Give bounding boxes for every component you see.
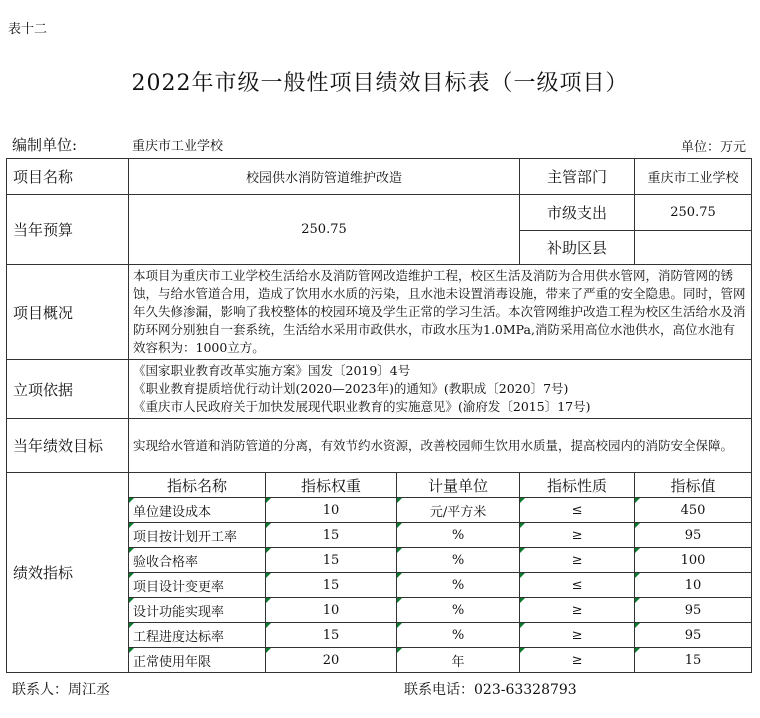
contact-person: 联系人：周江丞 (12, 682, 110, 698)
indicator-nature: ≥ (520, 523, 635, 548)
flag-icon (520, 548, 525, 553)
flag-icon (266, 548, 271, 553)
indicator-name: 设计功能实现率 (129, 598, 266, 623)
col-header-name: 指标名称 (129, 473, 266, 498)
unit-label: 单位：万元 (680, 140, 746, 155)
flag-icon (635, 573, 640, 578)
indicator-nature: ≥ (520, 598, 635, 623)
flag-icon (266, 523, 271, 528)
indicator-weight: 15 (266, 573, 397, 598)
flag-icon (266, 648, 271, 653)
indicator-value: 100 (635, 548, 752, 573)
org-value: 重庆市工业学校 (132, 139, 224, 154)
indicators-label: 绩效指标 (7, 473, 129, 673)
indicator-unit: % (397, 523, 520, 548)
indicator-nature: ≥ (520, 623, 635, 648)
county-subsidy-label: 补助区县 (520, 231, 635, 265)
county-subsidy-value (635, 231, 752, 265)
flag-icon (129, 648, 134, 653)
indicator-weight: 15 (266, 523, 397, 548)
flag-icon (129, 523, 134, 528)
indicator-name: 工程进度达标率 (129, 623, 266, 648)
contact-phone: 联系电话：023-63328793 (404, 682, 577, 698)
basis-label: 立项依据 (7, 360, 129, 419)
page-title: 2022年市级一般性项目绩效目标表（一级项目） (131, 71, 629, 96)
flag-icon (635, 623, 640, 628)
indicator-value: 95 (635, 623, 752, 648)
overview-text: 本项目为重庆市工业学校生活给水及消防管网改造维护工程，校区生活及消防为合用供水管网，消防管网的锈蚀，与给水管道合用，造成了饮用水水质的污染，且水池未设置消毒设施，带来了严重的安全隐患。同时，管网年久失修渗漏，影响了我校整体的校园环境及学生正常的学习生活。本次管网维护改造工程为校区生活给水及消防环网分别独自一套系统，生活给水采用市政供水，市政水压为1.0MPa,消防采用高位水池供水，高位水池有效容积为：1000立方。 (129, 265, 752, 360)
indicator-name: 项目设计变更率 (129, 573, 266, 598)
flag-icon (266, 573, 271, 578)
indicator-unit: 年 (397, 648, 520, 673)
budget-total: 250.75 (129, 195, 520, 265)
indicator-name: 单位建设成本 (129, 498, 266, 523)
indicator-weight: 10 (266, 598, 397, 623)
flag-icon (266, 498, 271, 503)
indicator-unit: % (397, 623, 520, 648)
flag-icon (129, 573, 134, 578)
indicator-nature: ≤ (520, 498, 635, 523)
flag-icon (635, 523, 640, 528)
table-label: 表十二 (8, 22, 48, 37)
goal-label: 当年绩效目标 (7, 419, 129, 473)
indicator-weight: 20 (266, 648, 397, 673)
indicator-weight: 10 (266, 498, 397, 523)
flag-icon (129, 623, 134, 628)
indicator-name: 正常使用年限 (129, 648, 266, 673)
basis-list (129, 360, 752, 419)
flag-icon (520, 573, 525, 578)
flag-icon (635, 498, 640, 503)
indicator-name: 项目按计划开工率 (129, 523, 266, 548)
indicator-value: 95 (635, 523, 752, 548)
col-header-value: 指标值 (635, 473, 752, 498)
dept-value: 重庆市工业学校 (635, 159, 752, 195)
city-spend-label: 市级支出 (520, 195, 635, 231)
performance-table (6, 158, 752, 673)
basis-line: 《重庆市人民政府关于加快发展现代职业教育的实施意见》(渝府发〔2015〕17号) (133, 399, 591, 414)
col-header-unit: 计量单位 (397, 473, 520, 498)
flag-icon (129, 498, 134, 503)
flag-icon (129, 598, 134, 603)
indicator-nature: ≥ (520, 548, 635, 573)
flag-icon (520, 523, 525, 528)
indicator-nature: ≥ (520, 648, 635, 673)
basis-line: 《职业教育提质培优行动计划(2020—2023年)的通知》(教职成〔2020〕7号) (133, 381, 569, 396)
city-spend-value: 250.75 (635, 195, 752, 231)
basis-line: 《国家职业教育改革实施方案》国发〔2019〕4号 (133, 363, 411, 378)
indicator-value: 10 (635, 573, 752, 598)
flag-icon (397, 498, 402, 503)
project-name-value: 校园供水消防管道维护改造 (129, 159, 520, 195)
flag-icon (520, 623, 525, 628)
flag-icon (635, 648, 640, 653)
indicator-value: 450 (635, 498, 752, 523)
indicator-unit: 元/平方米 (397, 498, 520, 523)
project-name-label: 项目名称 (7, 159, 129, 195)
budget-label: 当年预算 (7, 195, 129, 265)
indicator-weight: 15 (266, 548, 397, 573)
flag-icon (266, 623, 271, 628)
indicator-name: 验收合格率 (129, 548, 266, 573)
flag-icon (397, 523, 402, 528)
flag-icon (397, 598, 402, 603)
flag-icon (520, 648, 525, 653)
flag-icon (397, 548, 402, 553)
flag-icon (129, 548, 134, 553)
flag-icon (635, 548, 640, 553)
flag-icon (397, 573, 402, 578)
flag-icon (397, 623, 402, 628)
indicator-unit: % (397, 573, 520, 598)
indicator-value: 95 (635, 598, 752, 623)
flag-icon (397, 648, 402, 653)
flag-icon (266, 598, 271, 603)
flag-icon (635, 598, 640, 603)
goal-text: 实现给水管道和消防管道的分离，有效节约水资源，改善校园师生饮用水质量，提高校园内的消防安全保障。 (129, 419, 752, 473)
flag-icon (520, 498, 525, 503)
overview-label: 项目概况 (7, 265, 129, 360)
col-header-nature: 指标性质 (520, 473, 635, 498)
dept-label: 主管部门 (520, 159, 635, 195)
indicator-weight: 15 (266, 623, 397, 648)
indicator-unit: % (397, 598, 520, 623)
indicator-value: 15 (635, 648, 752, 673)
indicator-nature: ≤ (520, 573, 635, 598)
flag-icon (520, 598, 525, 603)
indicator-unit: % (397, 548, 520, 573)
col-header-weight: 指标权重 (266, 473, 397, 498)
org-label: 编制单位: (12, 136, 78, 154)
